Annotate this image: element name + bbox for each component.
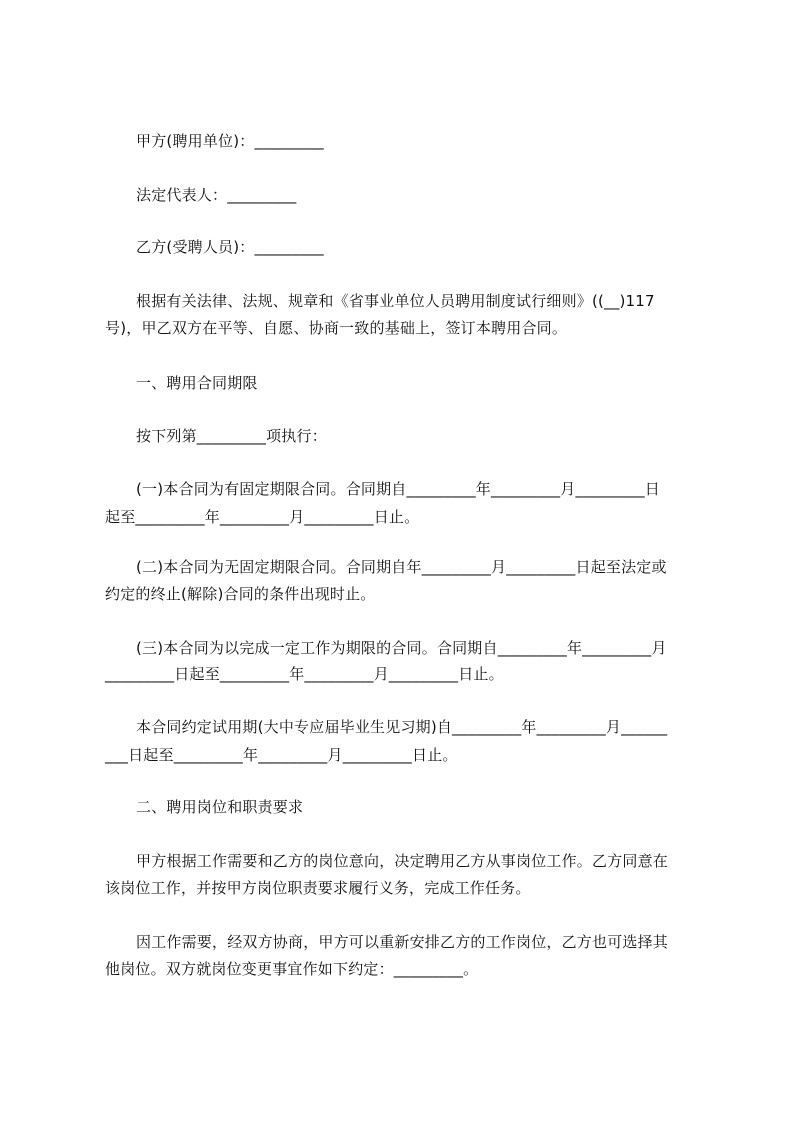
probation-line-2: ___日起至_________年_________月_________日止。 [105, 746, 458, 764]
preamble-line-2: 号)，甲乙双方在平等、自愿、协商一致的基础上，签订本聘用合同。 [105, 319, 568, 337]
clause-2-line-2: 约定的终止(解除)合同的条件出现时止。 [105, 585, 376, 603]
section-2-paragraph-2-line-1: 因工作需要，经双方协商，甲方可以重新安排乙方的工作岗位，乙方也可选择其 [136, 933, 669, 951]
clause-1-line-2: 起至_________年_________月_________日止。 [105, 508, 420, 526]
clause-3-line-1: (三)本合同为以完成一定工作为期限的合同。合同期自_________年_________月 [136, 639, 667, 657]
section-2-paragraph-1-line-1: 甲方根据工作需要和乙方的岗位意向，决定聘用乙方从事岗位工作。乙方同意在 [136, 852, 669, 870]
party-a-line: 甲方(聘用单位)：_________ [136, 132, 324, 150]
party-b-line: 乙方(受聘人员)：_________ [136, 238, 324, 256]
section-2-paragraph-1-line-2: 该岗位工作，并按甲方岗位职责要求履行义务，完成工作任务。 [105, 879, 531, 897]
section-2-paragraph-2-line-2: 他岗位。双方就岗位变更事宜作如下约定：_________。 [105, 960, 479, 978]
section-2-title: 二、聘用岗位和职责要求 [136, 798, 304, 816]
preamble-line-1: 根据有关法律、法规、规章和《省事业单位人员聘用制度试行细则》((__)117 [136, 292, 655, 310]
clause-1-line-1: (一)本合同为有固定期限合同。合同期自_________年_________月_________日 [136, 480, 661, 498]
probation-line-1: 本合同约定试用期(大中专应届毕业生见习期)自_________年_________月______ [136, 718, 668, 736]
section-1-intro: 按下列第_________项执行： [136, 427, 327, 445]
clause-3-line-2: _________日起至_________年_________月_________日止。 [105, 665, 504, 683]
section-1-title: 一、聘用合同期限 [136, 374, 258, 392]
legal-representative-line: 法定代表人：_________ [136, 186, 297, 204]
clause-2-line-1: (二)本合同为无固定期限合同。合同期自年_________月_________日起至法定或 [136, 558, 667, 576]
